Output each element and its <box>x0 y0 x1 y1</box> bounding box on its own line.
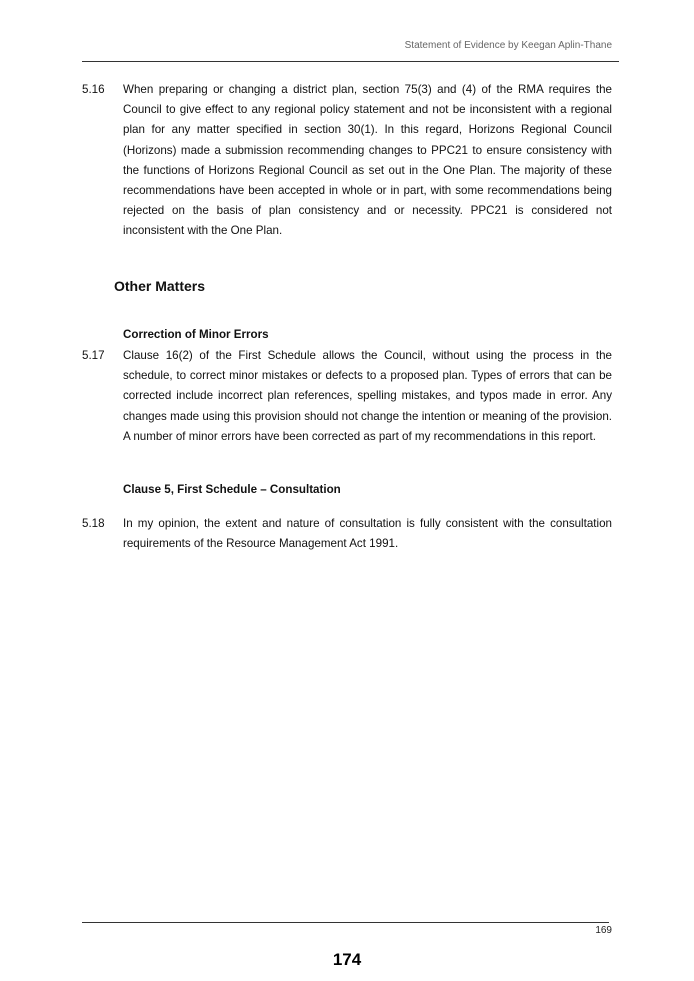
subheading-clause5-consultation: Clause 5, First Schedule – Consultation <box>123 483 341 496</box>
paragraph-5-17 <box>82 346 612 447</box>
header-title: Statement of Evidence by Keegan Aplin-Thane <box>404 40 612 51</box>
document-page-stamp: 174 <box>332 950 362 969</box>
subheading-correction-minor-errors: Correction of Minor Errors <box>123 328 269 341</box>
paragraph-number: 5.16 <box>82 83 105 96</box>
section-heading-other-matters: Other Matters <box>114 278 206 294</box>
paragraph-number: 5.17 <box>82 349 105 362</box>
paragraph-text: When preparing or changing a district plan, section 75(3) and (4) of the RMA requires the Council to give effect to any regional policy statement and not be inconsistent with a regional plan for any matter specified in section 30(1). In this regard, Horizons Regional Council (Horizons) made a submission recommending changes to PPC21 to ensure consistency with the functions of Horizons Regional Council as set out in the One Plan. The majority of these recommendations have been accepted in whole or in part, with some recommendations being rejected on the basis of plan consistency and or necessity. PPC21 is considered not inconsistent with the One Plan. <box>123 83 612 238</box>
paragraph-5-16 <box>82 80 612 242</box>
paragraph-text: Clause 16(2) of the First Schedule allows the Council, without using the process in the schedule, to correct minor mistakes or defects to a proposed plan. Types of errors that can be corrected include incorrect plan references, spelling mistakes, and typos made in error. Any changes made using this provision should not change the intention or meaning of the provision. A number of minor errors have been corrected as part of my recommendations in this report. <box>123 349 612 443</box>
footer-page-number: 169 <box>595 925 612 936</box>
paragraph-text: In my opinion, the extent and nature of consultation is fully consistent with the consultation requirements of the Resource Management Act 1991. <box>123 517 612 551</box>
footer-divider <box>82 922 609 923</box>
paragraph-5-18 <box>82 514 612 554</box>
header-divider <box>82 61 619 62</box>
paragraph-number: 5.18 <box>82 517 105 530</box>
